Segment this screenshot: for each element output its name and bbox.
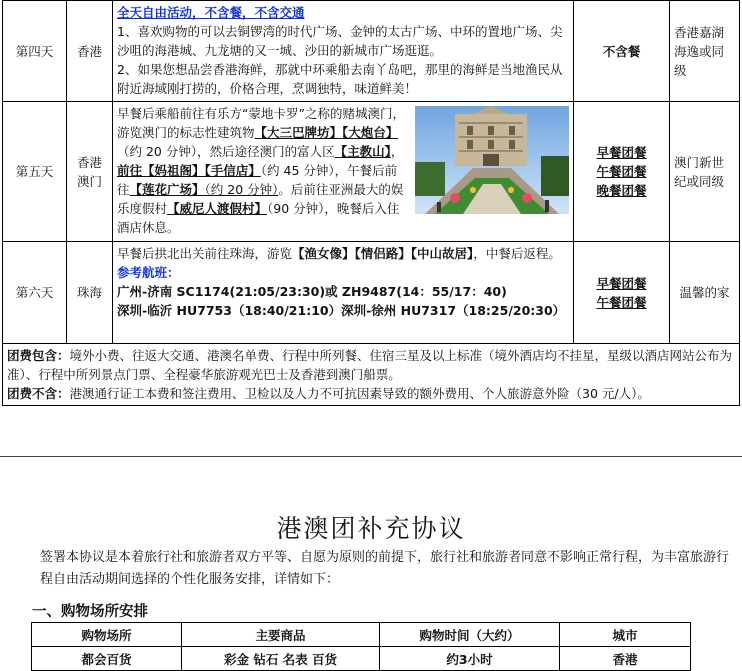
fee-exclude-label: 团费不含：	[7, 386, 70, 401]
itinerary-row-day4	[3, 1, 740, 102]
fees-row	[3, 344, 740, 406]
meal-item: 早餐团餐	[596, 145, 647, 160]
attraction-name: 【威尼人渡假村】	[167, 201, 268, 216]
itinerary-row-day6	[3, 242, 740, 344]
itinerary-description	[113, 242, 574, 344]
fee-include-label: 团费包含：	[7, 348, 70, 363]
desc-text: （90 分钟），晚餐后入住酒店休息。	[117, 201, 400, 235]
meal-item: 午餐团餐	[596, 294, 647, 310]
attraction-name: 【手信店】	[204, 163, 261, 178]
desc-text: ，中餐后返程。	[473, 246, 561, 261]
meal-item: 午餐团餐	[596, 164, 647, 179]
meal-cell	[574, 242, 670, 344]
free-activity-headline: 全天自由活动，不含餐，不含交通	[117, 5, 305, 20]
fees-cell	[3, 344, 740, 406]
day-cell: 第五天	[3, 102, 67, 242]
desc-text: 。后前往亚洲最大的娱乐度假村	[117, 182, 404, 216]
shop-name-cell: 都会百货	[32, 647, 182, 671]
fee-exclude-text: 港澳通行证工本费和签注费用、卫检以及人力不可抗因素导致的额外费用、个人旅游意外险（30 元/人）。	[69, 386, 650, 401]
meal-item: 早餐团餐	[596, 275, 647, 291]
header-cell: 主要商品	[182, 623, 380, 647]
flight-line-2: 深圳-临沂 HU7753（18:40/21:10）深圳-徐州 HU7317（18:25/20:30）	[117, 303, 566, 318]
flight-label: 参考航班：	[117, 265, 180, 280]
attraction-name: 【中山故居】	[410, 246, 474, 261]
duration-cell: 约3小时	[380, 647, 560, 671]
shopping-table	[31, 622, 691, 671]
section-heading: 一、购物场所安排	[32, 604, 148, 620]
day-cell: 第四天	[3, 1, 67, 102]
itinerary-row-day5	[3, 102, 740, 242]
header-cell: 购物场所	[32, 623, 182, 647]
meal-cell	[574, 102, 670, 242]
attraction-name: 【情侣路】	[354, 246, 411, 261]
desc-text: ，	[390, 144, 404, 159]
desc-text: 早餐后拱北出关前往珠海，游览	[117, 246, 293, 261]
attraction-name: 【渔女像】	[292, 246, 355, 261]
itinerary-description	[113, 102, 574, 242]
hotel-cell: 香港嘉湖海逸或同级	[670, 1, 740, 102]
desc-text: （约 45 分钟），午餐后前往	[117, 163, 398, 197]
page-break-line	[0, 456, 742, 457]
agreement-intro: 签署本协议是本着旅行社和旅游者双方平等、自愿为原则的前提下，旅行社和旅游者同意不影响正常行程，为丰富旅游行程自由活动期间选择的个性化服务安排，详情如下：	[40, 550, 730, 587]
ruins-of-st-paul-photo	[415, 106, 569, 214]
flight-line-1: 广州-济南 SC1174(21:05/23:30)或 ZH9487(14：55/17：40)	[117, 284, 507, 299]
attraction-name: 【大三巴牌坊】	[254, 125, 343, 140]
city-cell: 香港	[67, 1, 113, 102]
table-row	[32, 647, 691, 671]
fee-include-text: 境外小费、往返大交通、港澳名单费、行程中所列餐、住宿三星及以上标准（境外酒店均不挂星，星级以酒店网站公布为准）、行程中所列景点门票、全程豪华旅游观光巴士及香港到澳门船票。	[7, 348, 733, 382]
seafood-tip: 2、如果您想品尝香港海鲜，那就中环乘船去南丫岛吧，那里的海鲜是当地渔民从附近海域刚打捞的，价格合理，烹调独特，味道鲜美！	[117, 62, 563, 96]
desc-text: （约 20 分钟），然后途径澳门的富人区	[117, 144, 335, 159]
city-cell: 香港	[560, 647, 691, 671]
itinerary-description	[113, 1, 574, 102]
shopping-tip: 1、喜欢购物的可以去铜锣湾的时代广场、金钟的太古广场、中环的置地广场、尖沙咀的海港城、九龙塘的又一城、沙田的新城市广场逛逛。	[117, 24, 563, 58]
hotel-cell: 澳门新世纪或同级	[670, 102, 740, 242]
hotel-cell: 温馨的家	[670, 242, 740, 344]
desc-text: 早餐后乘船前往有乐方“蒙地卡罗”之称的赌城澳门，游览澳门的标志性建筑物	[117, 106, 405, 140]
header-cell: 城市	[560, 623, 691, 647]
goods-cell: 彩金 钻石 名表 百货	[182, 647, 380, 671]
attraction-name: 【主教山】	[334, 144, 391, 159]
city-cell: 珠海	[67, 242, 113, 344]
desc-text: （约 20 分钟）	[204, 182, 279, 197]
attraction-name: 【大炮台】	[342, 125, 399, 140]
attraction-name: 【莲花广场】	[129, 182, 205, 197]
agreement-title: 港澳团补充协议	[276, 514, 466, 543]
attraction-name: 前往【妈祖阁】	[117, 163, 205, 178]
day-cell: 第六天	[3, 242, 67, 344]
header-cell: 购物时间（大约）	[380, 623, 560, 647]
meal-item: 晚餐团餐	[596, 183, 647, 198]
itinerary-table	[2, 0, 740, 406]
city-cell: 香港澳门	[67, 102, 113, 242]
shopping-header-row	[32, 623, 691, 647]
day6-description	[117, 244, 569, 263]
fee-exclude	[7, 384, 735, 403]
fee-include	[7, 346, 735, 384]
meal-cell: 不含餐	[574, 1, 670, 102]
